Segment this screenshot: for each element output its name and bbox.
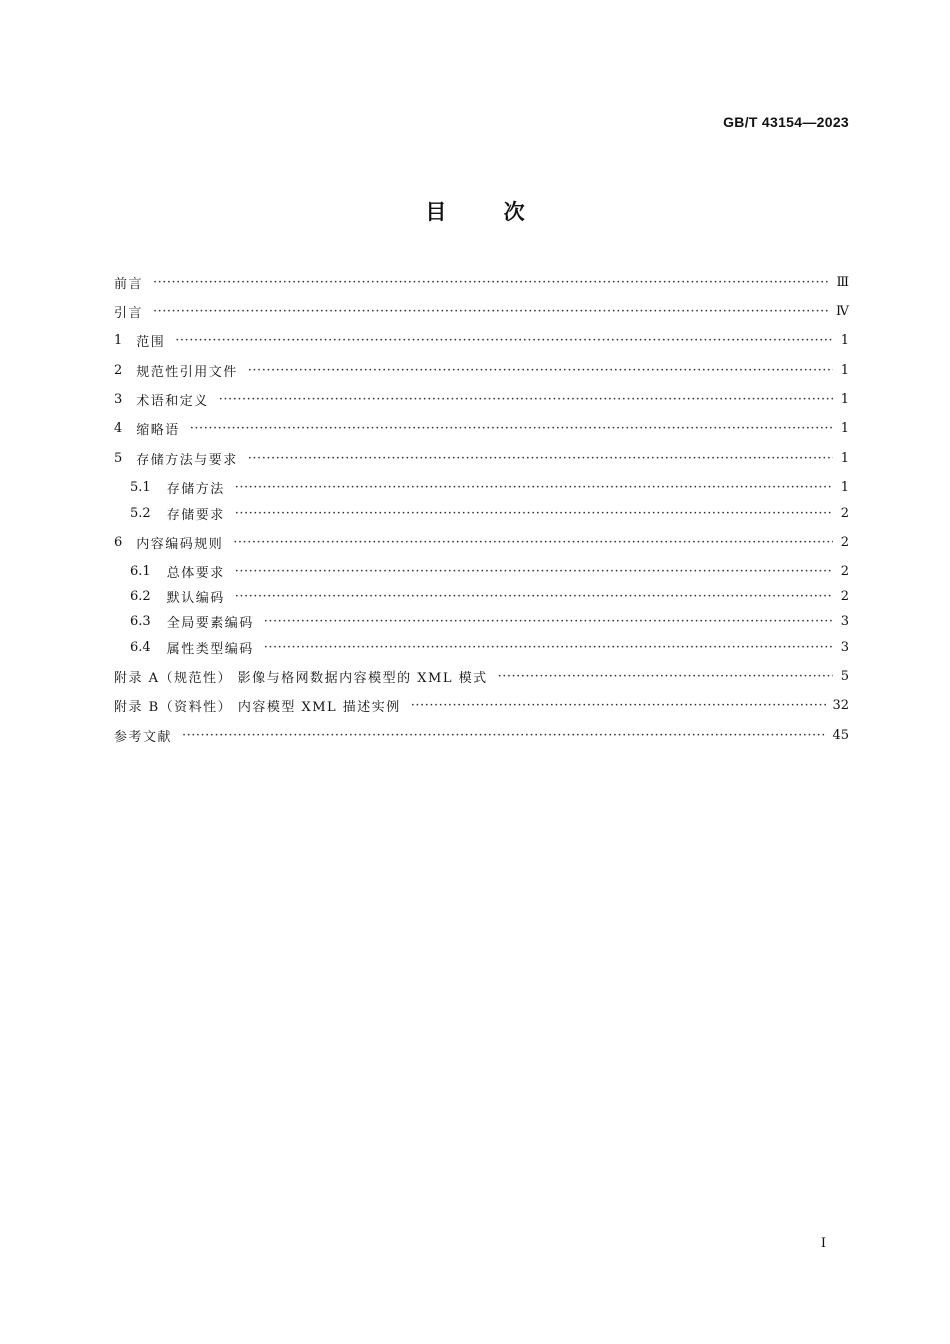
toc-entry-label: 总体要求 [166, 565, 225, 581]
toc-entry-label: 术语和定义 [136, 393, 209, 409]
toc-entry-foreword[interactable] [114, 270, 849, 294]
toc-entry-page: 32 [832, 697, 849, 713]
toc-entry-number: 5 [114, 450, 123, 466]
toc-entry-2[interactable] [114, 358, 849, 382]
toc-entry-page: 3 [840, 613, 849, 629]
toc-entry-label: 内容编码规则 [136, 536, 224, 552]
toc-entry-3[interactable] [114, 387, 849, 411]
toc-leader [235, 480, 833, 495]
toc-entry-number: 6.4 [130, 639, 151, 655]
toc-entry-introduction[interactable] [114, 299, 849, 323]
toc-entry-6-3[interactable] [130, 609, 849, 633]
toc-entry-page: 1 [840, 479, 849, 495]
toc-entry-page: 1 [840, 420, 849, 436]
toc-entry-label: 缩略语 [136, 422, 180, 438]
toc-entry-label: 附录 B（资料性） 内容模型 XML 描述实例 [114, 699, 401, 715]
toc-entry-5-2[interactable] [130, 501, 849, 525]
toc-leader [190, 421, 833, 436]
toc-entry-label: 引言 [114, 305, 144, 321]
toc-entry-page: 2 [840, 534, 849, 550]
toc-leader [248, 451, 833, 466]
toc-entry-page: 3 [840, 639, 849, 655]
toc-entry-number: 2 [114, 362, 123, 378]
toc-leader [175, 333, 833, 348]
toc-leader [182, 728, 826, 743]
toc-leader [235, 506, 833, 521]
toc-leader [235, 589, 833, 604]
toc-entry-6[interactable] [114, 530, 849, 554]
toc-leader [248, 363, 833, 378]
toc-entry-label: 参考文献 [114, 729, 173, 745]
toc-entry-label: 存储方法 [166, 481, 225, 497]
toc-entry-page: 2 [840, 505, 849, 521]
toc-entry-appendix-a[interactable] [114, 664, 849, 688]
footer-page-number: Ⅰ [820, 1236, 826, 1251]
toc-entry-1[interactable] [114, 328, 849, 352]
toc-leader [219, 392, 833, 407]
toc-entry-number: 6.2 [130, 588, 151, 604]
toc-entry-label: 全局要素编码 [166, 615, 254, 631]
toc-leader [411, 698, 827, 713]
toc-entry-label: 存储方法与要求 [136, 452, 238, 468]
toc-entry-page: 45 [832, 727, 849, 743]
toc-entry-page: 2 [840, 588, 849, 604]
toc-entry-6-1[interactable] [130, 559, 849, 583]
toc-entry-label: 范围 [136, 334, 166, 350]
toc-entry-4[interactable] [114, 416, 849, 440]
toc-entry-page: Ⅲ [836, 274, 849, 290]
toc-entry-label: 默认编码 [166, 590, 225, 606]
toc-entry-page: 1 [840, 450, 849, 466]
toc-entry-number: 6.3 [130, 613, 151, 629]
toc-entry-page: 1 [840, 362, 849, 378]
toc-entry-page: 2 [840, 563, 849, 579]
page-title: 目 次 [425, 200, 525, 224]
toc-leader [233, 535, 833, 550]
toc-entry-6-2[interactable] [130, 584, 849, 608]
toc-entry-number: 4 [114, 420, 123, 436]
toc-entry-label: 规范性引用文件 [136, 364, 238, 380]
toc-leader [264, 614, 833, 629]
toc-leader [498, 669, 833, 684]
toc-entry-page: 1 [840, 332, 849, 348]
toc-entry-references[interactable] [114, 723, 849, 747]
toc-entry-number: 3 [114, 391, 123, 407]
toc-leader [153, 275, 830, 290]
toc-entry-number: 5.1 [130, 479, 151, 495]
standard-code: GB/T 43154—2023 [723, 114, 849, 130]
toc-entry-page: 1 [840, 391, 849, 407]
toc-entry-label: 存储要求 [166, 507, 225, 523]
toc-entry-page: Ⅳ [836, 303, 849, 319]
toc-entry-5-1[interactable] [130, 475, 849, 499]
toc-entry-number: 1 [114, 332, 123, 348]
toc-leader [235, 564, 833, 579]
toc-entry-appendix-b[interactable] [114, 693, 849, 717]
toc-entry-page: 5 [840, 668, 849, 684]
toc-entry-6-4[interactable] [130, 635, 849, 659]
toc-entry-label: 属性类型编码 [166, 641, 254, 657]
toc-entry-number: 6.1 [130, 563, 151, 579]
toc-entry-number: 6 [114, 534, 123, 550]
toc-entry-label: 附录 A（规范性） 影像与格网数据内容模型的 XML 模式 [114, 670, 488, 686]
toc-entry-number: 5.2 [130, 505, 151, 521]
toc-leader [264, 640, 833, 655]
toc-leader [153, 304, 830, 319]
toc-entry-5[interactable] [114, 446, 849, 470]
toc-entry-label: 前言 [114, 276, 144, 292]
